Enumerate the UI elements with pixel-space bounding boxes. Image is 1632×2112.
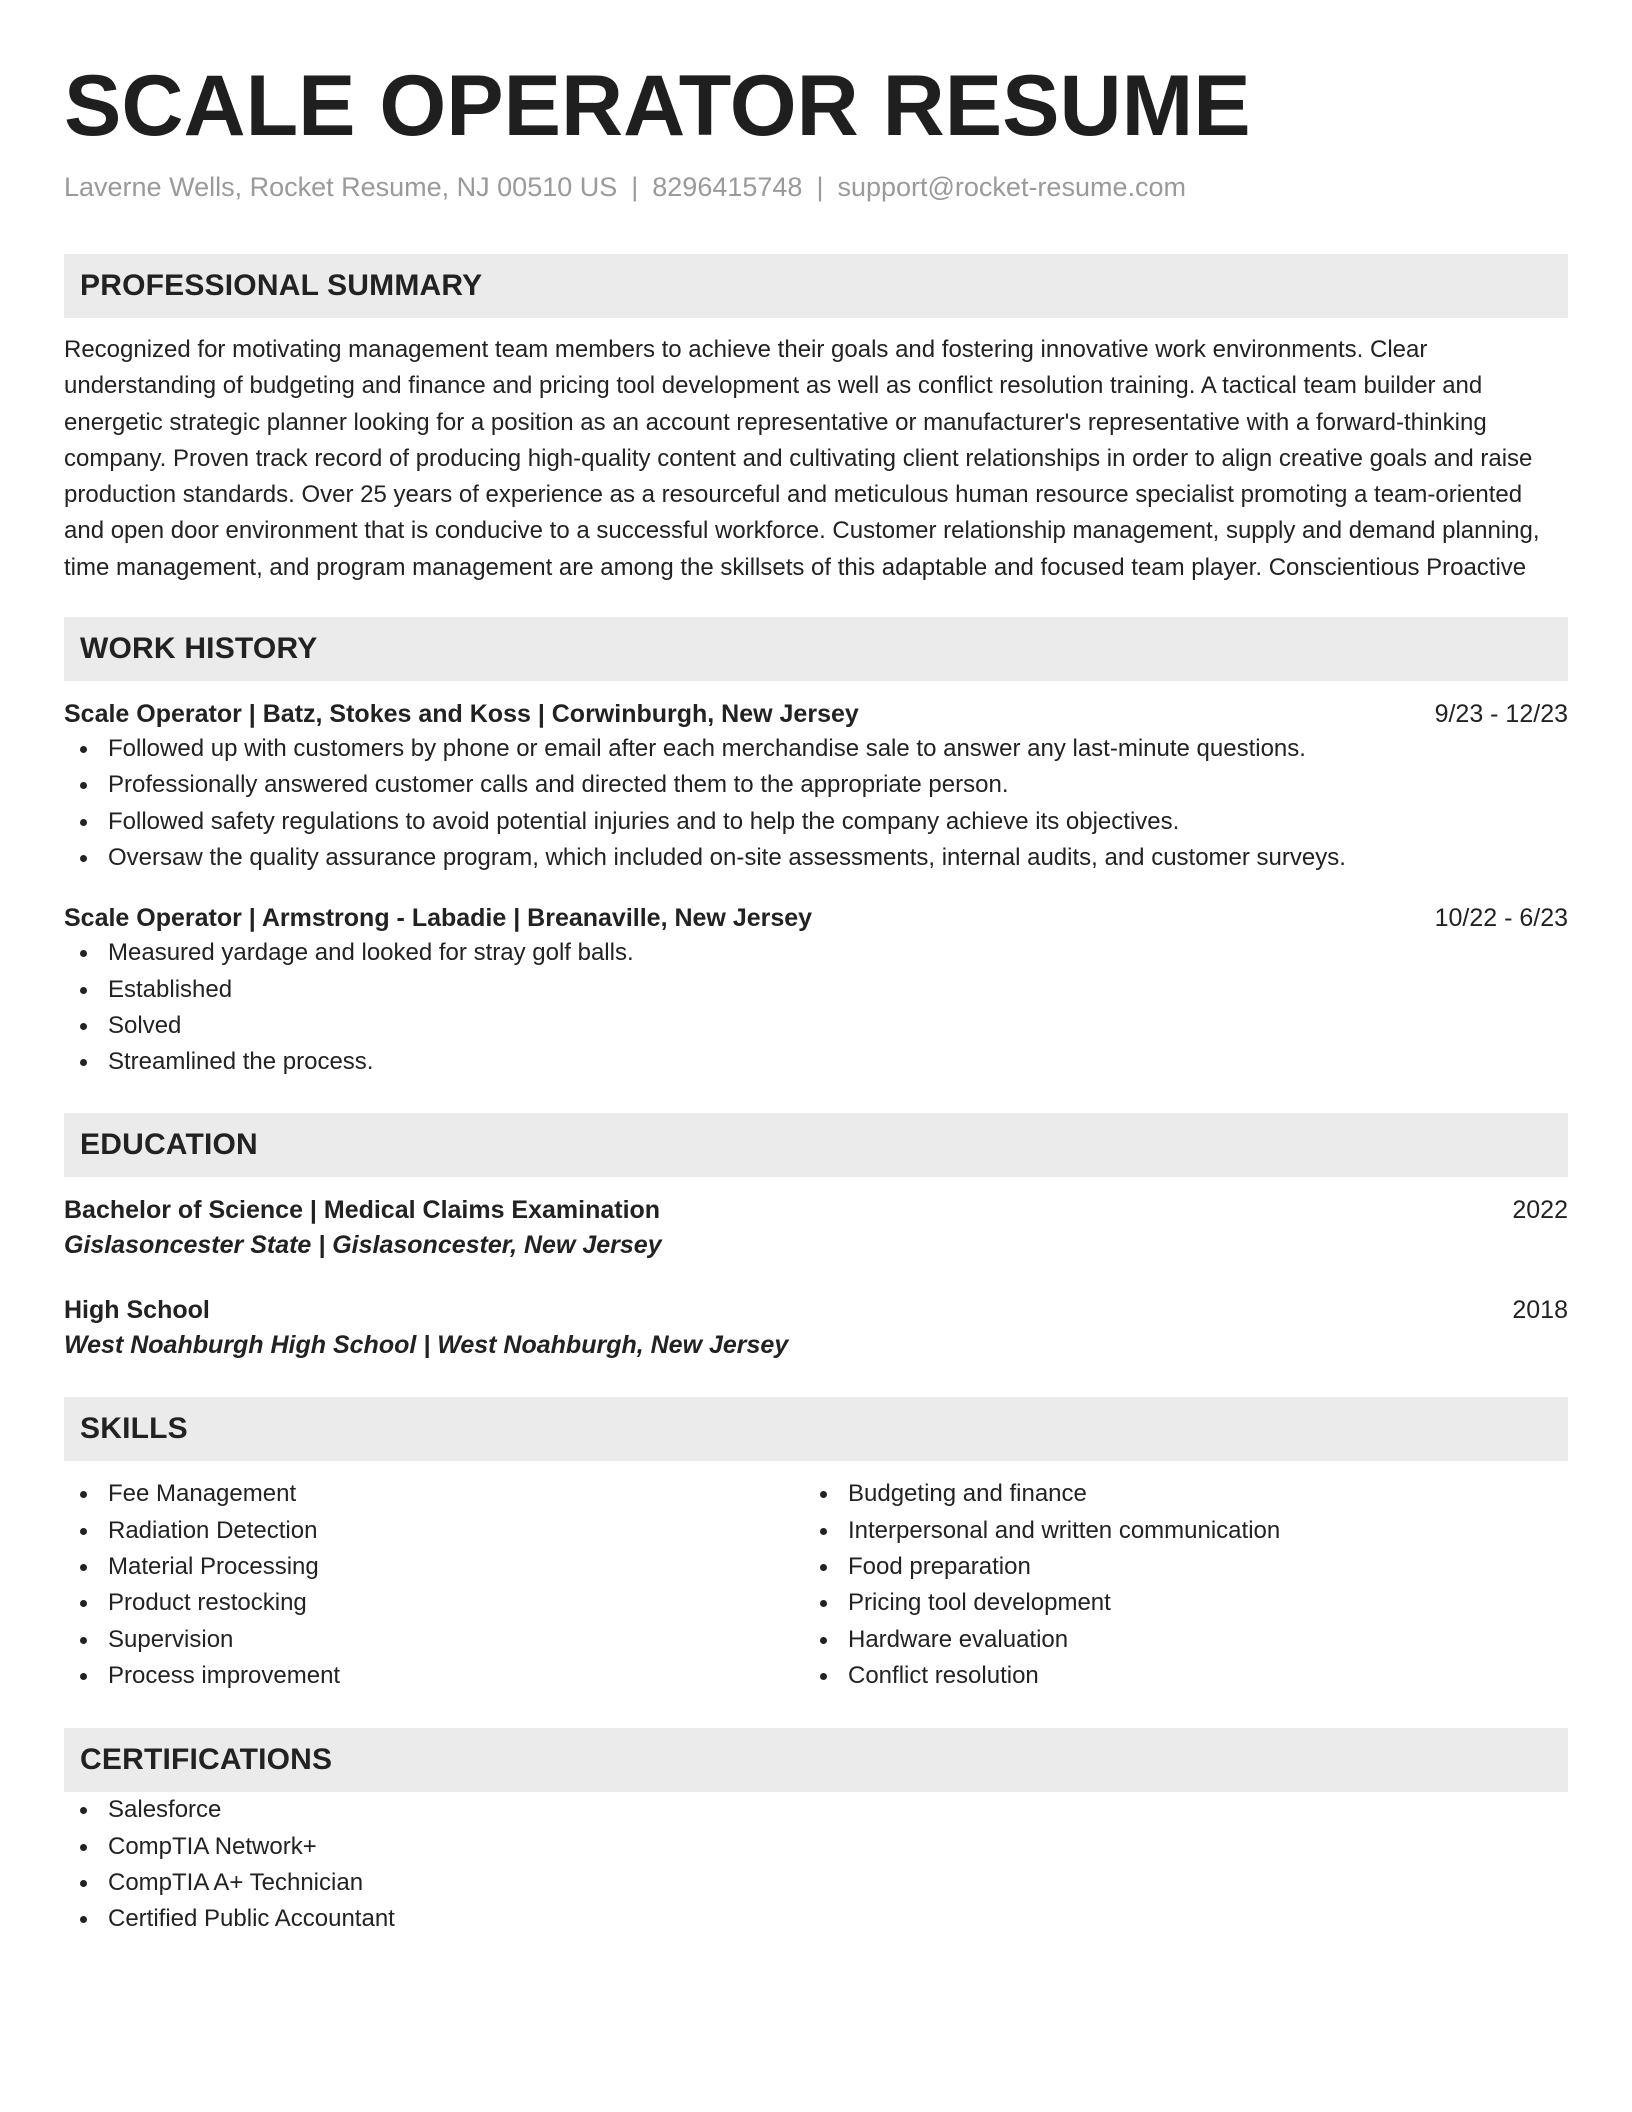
section-header-work-history: WORK HISTORY: [64, 617, 1568, 681]
skill-item: Material Processing: [64, 1549, 804, 1585]
job-dates: 9/23 - 12/23: [1434, 700, 1568, 729]
education-entry: [64, 1193, 1568, 1263]
contact-separator: |: [816, 172, 824, 202]
job-bullet: Established: [64, 972, 1568, 1008]
section-header-education: EDUCATION: [64, 1113, 1568, 1177]
skills-column-right: [804, 1476, 1564, 1694]
skill-item: Food preparation: [804, 1549, 1564, 1585]
skill-item: Supervision: [64, 1622, 804, 1658]
job-bullet-list: [64, 731, 1568, 876]
contact-line: [64, 170, 1568, 204]
summary-text: Recognized for motivating management team members to achieve their goals and fostering innovative work environments. Clear understanding of budgeting and finance and pricing tool development as well as conflict resolution training. A tactical team builder and energetic strategic planner looking for a position as an account representative or manufacturer's representative with a forward-thinking company. Proven track record of producing high-quality content and cultivating client relationships in order to align creative goals and raise production standards. Over 25 years of experience as a resourceful and meticulous human resource specialist promoting a team-oriented and open door environment that is conducive to a successful workforce. Customer relationship management, supply and demand planning, time management, and program management are among the skillsets of this adaptable and focused team player. Conscientious Proactive: [64, 336, 1540, 581]
education-header: [64, 1193, 1568, 1227]
skill-item: Process improvement: [64, 1658, 804, 1694]
education-entry: [64, 1293, 1568, 1363]
skill-item: Radiation Detection: [64, 1513, 804, 1549]
skills-grid: [64, 1476, 1568, 1694]
job-title: Scale Operator | Batz, Stokes and Koss | Corwinburgh, New Jersey: [64, 700, 859, 729]
education-school: West Noahburgh High School | West Noahburgh, New Jersey: [64, 1331, 789, 1360]
job-entry: [64, 901, 1568, 1080]
job-header: [64, 901, 1568, 935]
job-header: [64, 697, 1568, 731]
skill-item: Budgeting and finance: [804, 1476, 1564, 1512]
job-bullet-list: [64, 935, 1568, 1080]
contact-address: Laverne Wells, Rocket Resume, NJ 00510 US: [64, 172, 618, 202]
job-bullet: Professionally answered customer calls and directed them to the appropriate person.: [64, 767, 1568, 803]
skill-item: Pricing tool development: [804, 1585, 1564, 1621]
contact-email: support@rocket-resume.com: [837, 172, 1186, 202]
education-year: 2022: [1512, 1196, 1568, 1225]
skill-item: Product restocking: [64, 1585, 804, 1621]
education-degree: High School: [64, 1296, 210, 1325]
job-bullet: Streamlined the process.: [64, 1044, 1568, 1080]
education-header: [64, 1293, 1568, 1327]
section-header-skills: SKILLS: [64, 1397, 1568, 1461]
education-degree: Bachelor of Science | Medical Claims Examination: [64, 1196, 661, 1225]
education-year: 2018: [1512, 1296, 1568, 1325]
section-header-summary: PROFESSIONAL SUMMARY: [64, 254, 1568, 318]
education-school: Gislasoncester State | Gislasoncester, New Jersey: [64, 1231, 662, 1260]
job-title: Scale Operator | Armstrong - Labadie | Breanaville, New Jersey: [64, 904, 813, 933]
job-bullet: Oversaw the quality assurance program, which included on-site assessments, internal audits, and customer surveys.: [64, 840, 1568, 876]
certification-list: [64, 1792, 1568, 1937]
job-bullet: Followed safety regulations to avoid potential injuries and to help the company achieve its objectives.: [64, 804, 1568, 840]
job-dates: 10/22 - 6/23: [1434, 904, 1568, 933]
certification-item: CompTIA Network+: [64, 1829, 1568, 1865]
skill-item: Hardware evaluation: [804, 1622, 1564, 1658]
section-header-certifications: CERTIFICATIONS: [64, 1728, 1568, 1792]
job-entry: [64, 697, 1568, 876]
skill-item: Conflict resolution: [804, 1658, 1564, 1694]
skills-column-left: [64, 1476, 804, 1694]
certification-item: Salesforce: [64, 1792, 1568, 1828]
job-bullet: Solved: [64, 1008, 1568, 1044]
skill-item: Fee Management: [64, 1476, 804, 1512]
resume-title: SCALE OPERATOR RESUME: [64, 58, 1251, 154]
certification-item: CompTIA A+ Technician: [64, 1865, 1568, 1901]
contact-phone: 8296415748: [652, 172, 803, 202]
contact-separator: |: [631, 172, 639, 202]
skill-item: Interpersonal and written communication: [804, 1513, 1564, 1549]
certification-item: Certified Public Accountant: [64, 1901, 1568, 1937]
job-bullet: Followed up with customers by phone or email after each merchandise sale to answer any last-minute questions.: [64, 731, 1568, 767]
job-bullet: Measured yardage and looked for stray golf balls.: [64, 935, 1568, 971]
